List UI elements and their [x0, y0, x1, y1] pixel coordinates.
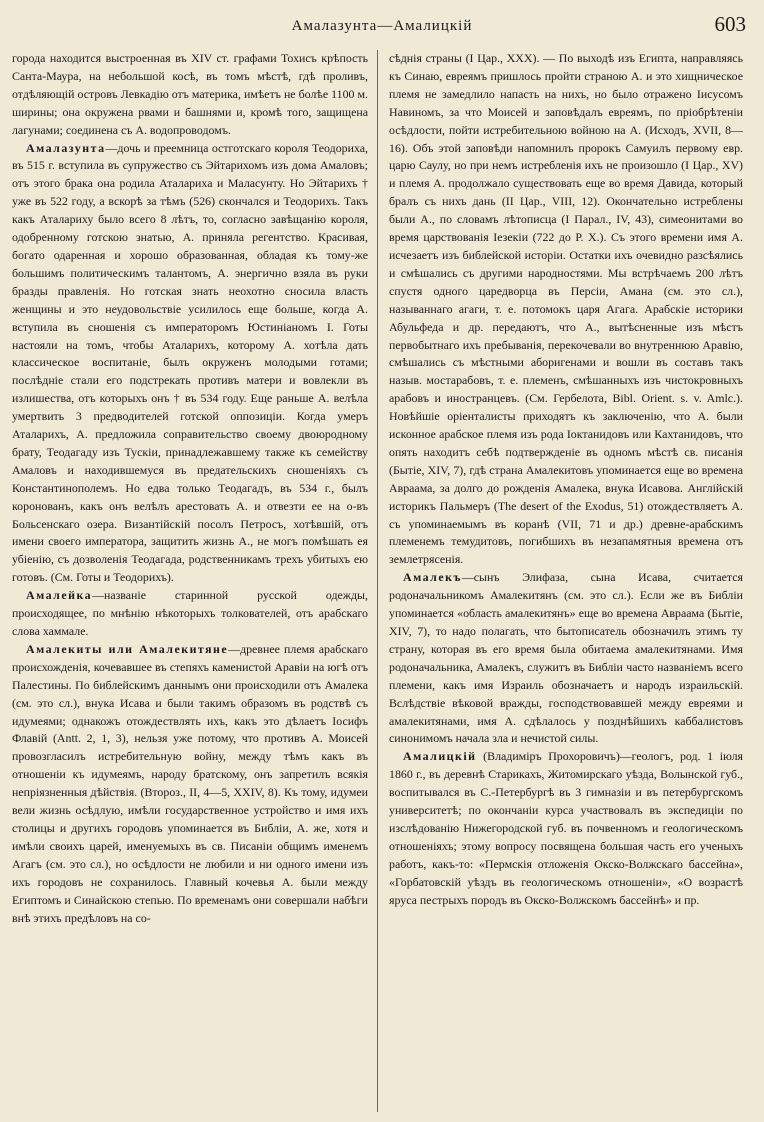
article-text: города находится выстроенная въ XIV ст. графами Тохисъ крѣпость Санта-Маура, на небольшой косѣ, въ томъ мѣстѣ, гдѣ проливъ, отдѣляющій островъ Левкадію отъ материка, имѣетъ не болѣе 1100 м. ширины; она окружена рвами и башнями и, кромѣ того, защищена лагунами; соединена съ А. водопроводомъ.	[12, 51, 368, 137]
running-head: Амалазунта—Амалицкій	[291, 18, 473, 34]
article-text: —сынъ Элифаза, сына Исава, считается родоначальникомъ Амалекитянъ (см. это сл.). Если же въ Библіи упоминается «область амалекитянъ» еще во времена Авраама (Бытіе, XIV, 7), то надо полагать, что бытописатель обозначилъ этимъ ту страну, которая въ его время была обитаема амалекитянами. Имя родоначальника, Амалекъ, служитъ въ Библіи часто названіемъ всего племени, какъ имя Израиль обозначаетъ и народъ израильскій. Вслѣдствіе вѣковой вражды, господствовавшей между евреями и амалекитянами, имя А. сдѣлалось у позднѣйшихъ каббалистовъ синонимомъ начала зла и нечистой силы.	[389, 570, 743, 746]
page-header	[14, 12, 750, 46]
text-columns	[12, 50, 754, 1112]
article-amalazunta	[12, 140, 368, 588]
headword: Амалицкій	[403, 749, 477, 764]
article-text: (Владиміръ Прохоровичъ)—геологъ, род. 1 іюля 1860 г., въ деревнѣ Старикахъ, Житомирскаго уѣзда, Волынской губ., воспитывался въ С.-Петербургѣ въ 3 гимназіи и въ петербургскомъ университетѣ; по окончаніи курса участвовалъ въ экспедиціи по изслѣдованію Нижегородской губ. въ почвенномъ и геологическомъ отношеніяхъ; этому вопросу посвящена большая часть его ученыхъ работъ, какъ-то: «Пермскія отложенія Окско-Волжскаго бассейна», «Горбатовскій уѣздъ въ геологическомъ отношеніи», «О возрастѣ яруса пестрыхъ породъ въ Окско-Волжскомъ бассейнѣ» и пр.	[389, 749, 743, 907]
left-column	[12, 50, 374, 1112]
headword: Амалазунта	[26, 140, 106, 155]
right-column	[381, 50, 743, 1112]
column-divider	[377, 50, 378, 1112]
article-continuation	[12, 50, 368, 140]
article-amaleika	[12, 587, 368, 641]
article-amalekity	[12, 641, 368, 928]
article-text: —дочь и преемница остготскаго короля Теодориха, въ 515 г. вступила въ супружество съ Эйтарихомъ изъ дома Амаловъ; отъ этого брака она родила Аталариха и Маласунту. Но Эйтарихъ † уже въ 522 году, а вскорѣ за тѣмъ (526) скончался и Теодорихъ. Такъ какъ Аталариху было всего 8 лѣтъ, то, согласно завѣщанію короля, одобренному готскою знатью, А. приняла регентство. Красивая, богато одаренная и хорошо образованная, обладая къ тому-же большимъ политическимъ талантомъ, А. энергично взяла въ руки бразды правленія. Но готская знать неохотно сносила власть женщины и это неудовольствіе усилилось еще больше, когда А. вступила въ сношенія съ императоромъ Юстиніаномъ I. Готы настояли на томъ, чтобы Аталарихъ, которому А. хотѣла дать классическое воспитаніе, былъ окруженъ молодыми готами; послѣдніе стали его подстрекать противъ матери и вовлекли въ излишества, отъ которыхъ онъ † въ 534 году. Еще раньше А. велѣла умертвить 3 предводителей готской оппозиціи. Когда умеръ Аталарихъ, А. предложила соправительство своему двоюродному брату, Теодагаду изъ Тускіи, принадлежавшему также къ семейству Амаловъ и находившемуся въ предательскихъ сношеніяхъ съ Константинополемъ. Но едва только Теодагадъ, въ 534 г., былъ коронованъ, какъ онъ велѣлъ арестовать А. и отвезти ее на о-въ Больсенскаго озера. Византійскій посолъ Петросъ, хотѣвшій, отъ имени своего императора, защитить жизнь А., не могъ помѣшать ея убіенію, съ дозволенія Теодагада, родственникамъ трехъ убитыхъ ею готовъ. (См. Готы и Теодорихъ).	[12, 140, 368, 585]
page-number: 603	[714, 12, 746, 36]
headword: Амалекиты или Амалекитяне	[26, 641, 229, 656]
article-amalek	[389, 569, 743, 748]
article-text: сѣднія страны (I Цар., XXX). — По выходѣ изъ Египта, направляясь къ Синаю, евреямъ пришлось пройти страною А. и это хищническое племя не замедлило напасть на нихъ, но было отражено Іисусомъ Навиномъ, за что Моисей и заповѣдалъ евреямъ, по пріобрѣтеніи осѣдлости, пойти истребительною войною на А. (Исходъ, XVII, 8—16). Объ этой заповѣди напомнилъ пророкъ Самуилъ первому евр. царю Саулу, но при немъ истребленія ихъ не произошло (I Цар., XV) и племя А. продолжало существовать еще во время Давида, который бралъ съ нихъ дань (II Цар., VIII, 12). Окончательно истреблены были А., по словамъ лѣтописца (I Парал., IV, 43), симеонитами во время царствованія Іезекіи (722 до Р. Х.). Съ этого времени имя А. исчезаетъ изъ библейской исторіи. Остатки ихъ очевидно разсѣялись и смѣшались съ другими народностями. Мы встрѣчаемъ 200 лѣтъ спустя одного царедворца въ Персіи, Амана (см. это сл.), называннаго агаги, т. е. потомокъ царя Агага. Арабскіе историки Абульфеда и др. передаютъ, что А., вытѣсненные изъ мѣстъ первобытнаго ихъ пребыванія, перекочевали во внутреннюю Аравію, смѣшались съ мѣстными аборигенами и вошли въ составъ такъ назыв. мостарабовъ, т. е. племенъ, смѣшанныхъ изъ чистокровныхъ арабовъ и иностранцевъ. (См. Гербелота, Bibl. Orient. s. v. Amlc.). Новѣйшіе оріенталисты приходятъ къ заключенію, что А. были исконное арабское племя изъ рода Іоктанидовъ или Кахтанидовъ, что опять находитъ себѣ подтвержденіе въ одномъ мѣстѣ св. писанія (Бытіе, XIV, 7), гдѣ страна Амалекитовъ упоминается еще во времена Авраама, за долго до рожденія Амалека, внука Исавова. Англійскій историкъ Пальмеръ (The desert of the Exodus, 51) отождествляетъ А. съ упоминаемымъ въ коранѣ (VII, 71 и др.) древне-арабскимъ племенемъ темудитовъ, погибшихъ въ незапамятныя времена отъ землетрясенія.	[389, 51, 743, 567]
headword: Амалейка	[26, 588, 93, 603]
article-text: —древнее племя арабскаго происхожденія, кочевавшее въ степяхъ каменистой Аравіи на югѣ отъ Палестины. По библейскимъ даннымъ они происходили отъ Амалека (см. это сл.), внука Исава и были такимъ образомъ въ родствѣ съ идумеями; однакожъ отождествлять ихъ, какъ это дѣлаетъ Іосифъ Флавій (Antt. 2, 1, 3), нельзя уже потому, что противъ А. Моисей провозгласилъ истребительную войну, между тѣмъ какъ въ отношеніи къ идумеямъ, народу братскому, онъ запретилъ всякія непріязненныя дѣйствія. (Второз., II, 4—5, XXIV, 8). Къ тому, идумеи вели жизнь осѣдлую, имѣли государственное устройство и имя ихъ столицы и другихъ городовъ упоминается въ Библіи, А. же, хотя и имѣли своихъ царей, именуемыхъ въ св. Писаніи общимъ именемъ Агагъ (см. это сл.), но осѣдлости не любили и ни одного имени изъ ихъ городовъ не сохранилось. Главный кочевья А. были между Египтомъ и Синайскою степью. По временамъ они совершали набѣги внѣ этихъ предѣловъ на со-	[12, 641, 368, 925]
article-continuation	[389, 50, 743, 569]
article-text: —названіе старинной русской одежды, происходящее, по мнѣнію нѣкоторыхъ толкователей, отъ арабскаго слова хаммале.	[12, 588, 368, 638]
article-amalitsky	[389, 748, 743, 909]
headword: Амалекъ	[403, 570, 462, 585]
